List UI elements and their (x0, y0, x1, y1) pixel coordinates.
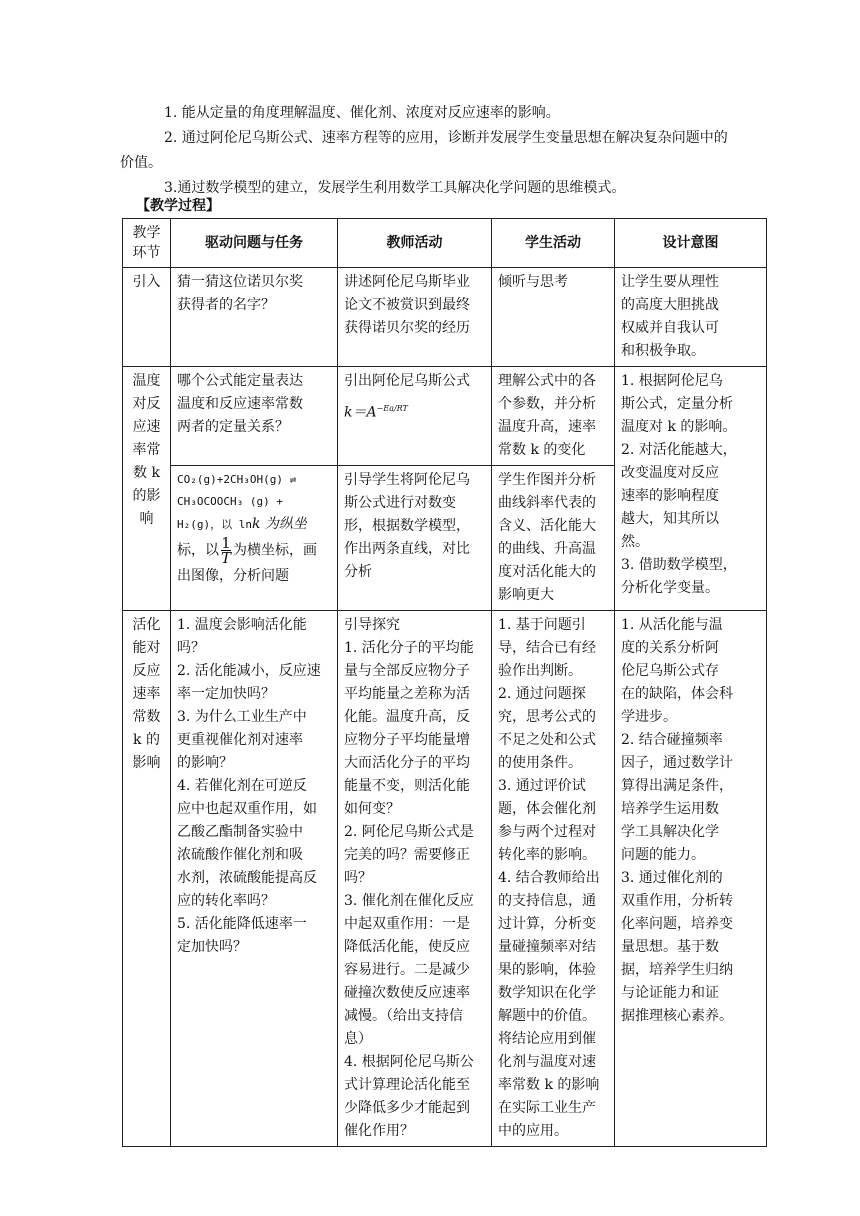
section-title: 【教学过程】 (136, 198, 220, 214)
header-stage: 教学环节 (123, 219, 171, 268)
table-row-activation-energy (123, 611, 767, 1147)
stage-intro: 引入 (123, 268, 171, 367)
intent-intro: 让学生要从理性 的高度大胆挑战 权威并自我认可 和积极争取。 (615, 268, 767, 367)
objectives-list (120, 101, 740, 201)
header-task: 驱动问题与任务 (171, 219, 338, 268)
task-temperature-a: 哪个公式能定量表达 温度和反应速率常数 两者的定量关系？ (171, 367, 338, 466)
table-row-temperature-a (123, 367, 767, 466)
teacher-temperature-b: 引导学生将阿伦尼乌 斯公式进行对数变 形，根据数学模型， 作出两条直线，对比 分析 (338, 466, 492, 611)
objective-3: 3.通过数学模型的建立，发展学生利用数学工具解决化学问题的思维模式。 (164, 180, 626, 196)
stage-temperature: 温度 对反 应速 率常 数 k 的影 响 (123, 367, 171, 611)
student-activation-energy: 1. 基于问题引 导，结合已有经 验作出判断。 2. 通过问题探 究，思考公式的 不足之处和公式 的使用条件。 3. 通过评价试 题，体会催化剂 参与两个过程对 转化率的影响。 4. 结合教师给出 的支持信息，通 过计算，分析变 量碰撞频率对结 果的影响，体验 数学知识在化学 解题中的价值。 将结论应用到催 化剂与温度对速 率常数 k 的影响 在实际工业生产 中的应用。 (492, 611, 615, 1147)
one-over-t-fraction: $\frac{1}{T}$ (221, 534, 232, 567)
teaching-process-table (122, 218, 767, 1147)
task-temperature-b: CO₂(g)+2CH₃OH(g) ⇌ CH₃OCOOCH₃ (g) + H₂(g)，以 lnk 为纵坐 标，以 $\frac{1}{T}$ 为横坐标，画 出图像，分析问题 (171, 466, 338, 611)
teacher-temperature-a: 引出阿伦尼乌斯公式 $k=A^{-Ea/RT}$ (338, 367, 492, 466)
header-student: 学生活动 (492, 219, 615, 268)
task-activation-energy: 1. 温度会影响活化能 吗？ 2. 活化能减小，反应速 率一定加快吗？ 3. 为什么工业生产中 更重视催化剂对速率 的影响？ 4. 若催化剂在可逆反 应中也起双重作用，如 乙酸乙酯制备实验中 浓硫酸作催化剂和吸 水剂，浓硫酸能提高反 应的转化率吗？ 5. 活化能降低速率一 定加快吗？ (171, 611, 338, 1147)
objective-1: 1. 能从定量的角度理解温度、催化剂、浓度对反应速率的影响。 (164, 105, 560, 121)
intent-temperature: 1. 根据阿伦尼乌 斯公式，定量分析 温度对 k 的影响。 2. 对活化能越大， 改变温度对反应 速率的影响程度 越大，知其所以 然。 3. 借助数学模型， 分析化学变量。 (615, 367, 767, 611)
teacher-activation-energy: 引导探究 1. 活化分子的平均能 量与全部反应物分子 平均能量之差称为活 化能。温度升高，反 应物分子平均能量增 大而活化分子的平均 能量不变，则活化能 如何变？ 2. 阿伦尼乌斯公式是 完美的吗？需要修正 吗？ 3. 催化剂在催化反应 中起双重作用：一是 降低活化能，使反应 容易进行。二是减少 碰撞次数使反应速率 减慢。（给出支持信 息） 4. 根据阿伦尼乌斯公 式计算理论活化能至 少降低多少才能起到 催化作用？ (338, 611, 492, 1147)
objective-2: 2. 通过阿伦尼乌斯公式、速率方程等的应用，诊断并发展学生变量思想在解决复杂问题中的价值。 (120, 130, 728, 171)
teacher-intro: 讲述阿伦尼乌斯毕业 论文不被赏识到最终 获得诺贝尔奖的经历 (338, 268, 492, 367)
student-temperature-a: 理解公式中的各 个参数，并分析 温度升高，速率 常数 k 的变化 (492, 367, 615, 466)
stage-activation-energy: 活化 能对 反应 速率 常数 k 的 影响 (123, 611, 171, 1147)
student-intro: 倾听与思考 (492, 268, 615, 367)
task-intro: 猜一猜这位诺贝尔奖 获得者的名字？ (171, 268, 338, 367)
intent-activation-energy: 1. 从活化能与温 度的关系分析阿 伦尼乌斯公式存 在的缺陷，体会科 学进步。 2. 结合碰撞频率 因子，通过数学计 算得出满足条件， 培养学生运用数 学工具解决化学 问题的能力。 3. 通过催化剂的 双重作用，分析转 化率问题，培养变 量思想。基于数 据，培养学生归纳 与论证能力和证 据推理核心素养。 (615, 611, 767, 1147)
arrhenius-formula: $k=A^{-Ea/RT}$ (344, 404, 408, 421)
header-intent: 设计意图 (615, 219, 767, 268)
table-header-row (123, 219, 767, 268)
header-teacher: 教师活动 (338, 219, 492, 268)
table-row-intro (123, 268, 767, 367)
student-temperature-b: 学生作图并分析 曲线斜率代表的 含义、活化能大 的曲线、升高温 度对活化能大的 影响更大 (492, 466, 615, 611)
